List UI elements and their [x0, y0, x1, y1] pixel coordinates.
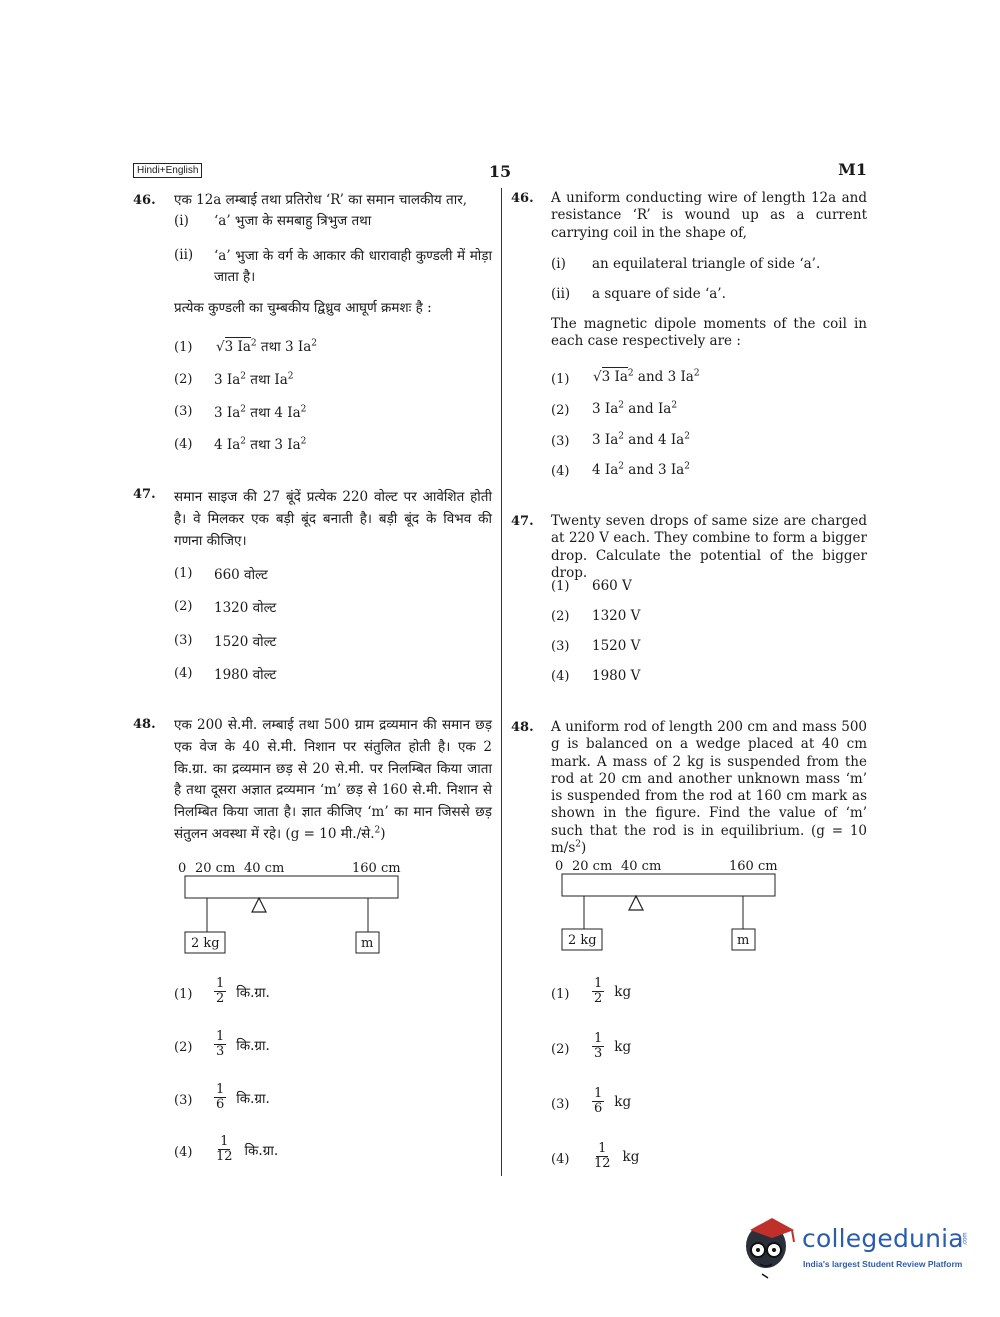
label-40cm: 40 cm — [244, 861, 285, 876]
option-number: (1) — [174, 340, 193, 355]
label-160cm: 160 cm — [729, 859, 778, 874]
sqrt-symbol: √ — [593, 369, 602, 385]
question-number: 48. — [511, 720, 534, 735]
option-value — [214, 1135, 278, 1164]
unit: कि.ग्रा. — [236, 984, 270, 1001]
left-mass-label: 2 kg — [568, 933, 597, 948]
question-stem: A uniform rod of length 200 cm and mass 500 g is balanced on a wedge placed at 40 cm mark. A mass of 2 kg is suspended from the rod at 20 cm and another unknown mass ‘m’ is suspended from the rod at 160 cm mark as shown in the figure. Find the value of ‘m’ such that the rod is in equilibrium. (g = 10 $m/s^2$) — [551, 719, 867, 857]
question-prompt: प्रत्येक कुण्डली का चुम्बकीय द्विध्रुव आघूर्ण क्रमशः है : — [174, 300, 432, 316]
question-stem: समान साइज की 27 बूंदें प्रत्येक 220 वोल्ट पर आवेशित होती है। वे मिलकर एक बड़ी बूंद बनाती है। बड़ी बूंद के विभव की गणना कीजिए। — [174, 489, 492, 549]
option-number: (3) — [551, 434, 570, 449]
option-term: and 3 Ia — [633, 369, 694, 385]
numerator: 1 — [594, 1031, 603, 1046]
option-number: (1) — [551, 579, 570, 594]
rod — [562, 874, 775, 896]
brand-tagline: India's largest Student Review Platform — [803, 1259, 963, 1269]
option-term: तथा 3 Ia — [256, 339, 312, 355]
option-term: तथा Ia — [246, 372, 288, 388]
wedge — [252, 898, 266, 912]
option-term: 3 Ia — [214, 372, 241, 388]
option-number: (3) — [174, 633, 193, 648]
numerator: 1 — [216, 1082, 225, 1097]
question-stem: A uniform conducting wire of length 12a and resistance ‘R’ is wound up as a current carrying coil in the shape of, — [551, 190, 867, 241]
option-value: 660 वोल्ट — [214, 567, 268, 583]
unit: kg — [622, 1148, 640, 1165]
rod — [185, 876, 398, 898]
option-value: 1320 वोल्ट — [214, 600, 277, 616]
numerator: 1 — [594, 1086, 603, 1101]
question-stem: Twenty seven drops of same size are charged at 220 V each. They combine to form a bigger drop. Calculate the potential of the bigger drop. — [551, 513, 867, 582]
wedge — [629, 896, 643, 910]
question-number: 47. — [511, 514, 534, 529]
option-number: (2) — [174, 1040, 193, 1055]
brand-suffix: .com — [962, 1232, 969, 1246]
fraction — [214, 977, 226, 1006]
option-number: (3) — [551, 639, 570, 654]
label-40cm: 40 cm — [621, 859, 662, 874]
option-term: तथा 4 Ia — [246, 405, 301, 421]
option-term: 3 Ia — [224, 339, 251, 355]
option-value: 1980 V — [592, 668, 641, 684]
sub-item-label: (i) — [551, 256, 566, 272]
option-value: 4 Ia$^2$ and 3 Ia$^2$ — [592, 461, 690, 478]
option-value: 3 Ia$^2$ and Ia$^2$ — [592, 400, 678, 417]
option-term: 3 Ia — [592, 401, 619, 417]
stem-text: एक 200 से.मी. लम्बाई तथा 500 ग्राम द्रव्यमान की समान छड़ एक वेज के 40 से.मी. निशान पर संतुलित होती है। एक 2 कि.ग्रा. का द्रव्यमान छड़ से 20 से.मी. पर निलम्बित किया जाता है तथा दूसरा अज्ञात द्रव्यमान ‘m’ छड़ से 160 से.मी. निशान से निलम्बित किया जाता है। ज्ञात कीजिए ‘m’ का मान जिससे छड़ संतुलन अवस्था में रहे। (g = 10 मी./से. — [174, 717, 492, 842]
unit: कि.ग्रा. — [244, 1142, 279, 1159]
option-term: and 4 Ia — [624, 432, 685, 448]
question-number: 46. — [133, 193, 156, 208]
fraction — [592, 977, 604, 1006]
option-number: (1) — [174, 566, 193, 581]
option-term: तथा 3 Ia — [246, 437, 301, 453]
option-number: (3) — [551, 1097, 570, 1112]
option-number: (4) — [551, 464, 570, 479]
paper-code: M1 — [838, 160, 867, 179]
option-number: (2) — [551, 1042, 570, 1057]
denominator: 6 — [216, 1097, 225, 1112]
option-value: 660 V — [592, 578, 632, 594]
label-20cm: 20 cm — [195, 861, 236, 876]
denominator: 2 — [216, 991, 225, 1006]
fraction — [592, 1142, 613, 1171]
column-divider — [501, 188, 502, 1176]
option-number: (4) — [551, 669, 570, 684]
numerator: 1 — [594, 976, 603, 991]
denominator: 3 — [594, 1046, 603, 1061]
option-term: and 3 Ia — [624, 462, 685, 478]
page-number: 15 — [488, 162, 512, 181]
unit: कि.ग्रा. — [236, 1037, 270, 1054]
denominator: 3 — [216, 1044, 225, 1059]
option-term: 3 Ia — [214, 405, 241, 421]
option-number: (4) — [551, 1152, 570, 1167]
option-value — [214, 1083, 270, 1112]
fraction — [592, 1032, 604, 1061]
label-zero: 0 — [555, 859, 564, 874]
mascot-icon — [742, 1212, 806, 1282]
option-number: (2) — [551, 609, 570, 624]
numerator: 1 — [220, 1134, 229, 1149]
option-value: 1520 वोल्ट — [214, 634, 277, 650]
fraction — [214, 1083, 226, 1112]
option-term: 4 Ia — [592, 462, 619, 478]
sub-item-text: an equilateral triangle of side ‘a’. — [592, 256, 821, 272]
sub-item-text: ‘a’ भुजा के समबाहु त्रिभुज तथा — [214, 213, 372, 229]
brand-name: collegedunia — [802, 1224, 964, 1253]
option-value: 1320 V — [592, 608, 641, 624]
sub-item-label: (ii) — [174, 247, 194, 263]
option-value — [214, 977, 270, 1006]
option-value — [592, 1087, 631, 1116]
numerator: 1 — [598, 1141, 607, 1156]
question-number: 48. — [133, 717, 156, 732]
fraction — [214, 1135, 235, 1164]
denominator: 2 — [594, 991, 603, 1006]
option-value — [592, 977, 631, 1006]
question-number: 46. — [511, 191, 534, 206]
option-value: 1980 वोल्ट — [214, 667, 277, 683]
option-value: √3 Ia$^2$ and 3 Ia$^2$ — [593, 368, 700, 385]
option-number: (3) — [174, 1093, 193, 1108]
option-number: (1) — [551, 372, 570, 387]
option-value — [214, 1030, 270, 1059]
label-160cm: 160 cm — [352, 861, 401, 876]
right-mass-label: m — [737, 933, 750, 948]
language-label: Hindi+English — [133, 163, 202, 178]
option-term: 3 Ia — [601, 369, 628, 385]
option-value: 1520 V — [592, 638, 641, 654]
denominator: 6 — [594, 1101, 603, 1116]
stem-text: ) — [581, 840, 587, 857]
label-20cm: 20 cm — [572, 859, 613, 874]
fraction — [214, 1030, 226, 1059]
right-mass-label: m — [361, 936, 374, 951]
option-number: (4) — [174, 666, 193, 681]
sub-item-text: a square of side ‘a’. — [592, 286, 726, 302]
label-zero: 0 — [178, 861, 187, 876]
rod-diagram — [553, 856, 793, 956]
stem-text: A uniform rod of length 200 cm and mass 500 g is balanced on a wedge placed at 40 cm mark. A mass of 2 kg is suspended from the rod at 20 cm and another unknown mass ‘m’ is suspended from the rod at 160 cm mark as shown in the figure. Find the value of ‘m’ such that the rod is in equilibrium. (g = 10 m/s — [551, 719, 867, 857]
option-value: 3 Ia$^2$ and 4 Ia$^2$ — [592, 431, 690, 448]
unit: kg — [614, 1038, 632, 1055]
option-number: (1) — [174, 987, 193, 1002]
option-number: (3) — [174, 404, 193, 419]
option-number: (2) — [551, 403, 570, 418]
option-value: 3 Ia$^2$ तथा Ia$^2$ — [214, 371, 294, 388]
denominator: 12 — [594, 1156, 611, 1171]
option-number: (4) — [174, 1145, 193, 1160]
option-value: 4 Ia$^2$ तथा 3 Ia$^2$ — [214, 436, 307, 453]
option-term: 3 Ia — [592, 432, 619, 448]
left-mass-label: 2 kg — [191, 936, 220, 951]
option-term: 4 Ia — [214, 437, 241, 453]
sub-item-label: (ii) — [551, 286, 571, 302]
sqrt-symbol: √ — [216, 339, 225, 355]
option-number: (2) — [174, 372, 193, 387]
sub-item-label: (i) — [174, 213, 189, 229]
numerator: 1 — [216, 1029, 225, 1044]
question-number: 47. — [133, 487, 156, 502]
denominator: 12 — [216, 1149, 233, 1164]
rod-diagram-svg — [176, 858, 416, 958]
stem-text: ) — [380, 825, 386, 842]
question-stem: एक 12a लम्बाई तथा प्रतिरोध ‘R’ का समान चालकीय तार, — [174, 192, 468, 208]
unit: kg — [614, 1093, 632, 1110]
unit: कि.ग्रा. — [236, 1090, 270, 1107]
fraction — [592, 1087, 604, 1116]
option-number: (1) — [551, 987, 570, 1002]
sub-item-text: ‘a’ भुजा के वर्ग के आकार की धारावाही कुण्डली में मोड़ा जाता है। — [214, 248, 492, 285]
option-value — [592, 1142, 639, 1171]
question-prompt: The magnetic dipole moments of the coil in each case respectively are : — [551, 316, 867, 350]
option-value: 3 Ia$^2$ तथा 4 Ia$^2$ — [214, 404, 307, 421]
rod-diagram-svg — [553, 856, 793, 956]
option-number: (4) — [174, 437, 193, 452]
option-value: √3 Ia$^2$ तथा 3 Ia$^2$ — [216, 338, 318, 355]
option-value — [592, 1032, 631, 1061]
numerator: 1 — [216, 976, 225, 991]
unit: kg — [614, 983, 632, 1000]
option-term: and Ia — [624, 401, 672, 417]
rod-diagram — [176, 858, 416, 958]
question-stem: एक 200 से.मी. लम्बाई तथा 500 ग्राम द्रव्यमान की समान छड़ एक वेज के 40 से.मी. निशान पर संतुलित होती है। एक 2 कि.ग्रा. का द्रव्यमान छड़ से 20 से.मी. पर निलम्बित किया जाता है तथा दूसरा अज्ञात द्रव्यमान ‘m’ छड़ से 160 से.मी. निशान से निलम्बित किया जाता है। ज्ञात कीजिए ‘m’ का मान जिससे छड़ संतुलन अवस्था में रहे। (g = 10 मी./से.$^2$) — [174, 717, 492, 842]
option-number: (2) — [174, 599, 193, 614]
